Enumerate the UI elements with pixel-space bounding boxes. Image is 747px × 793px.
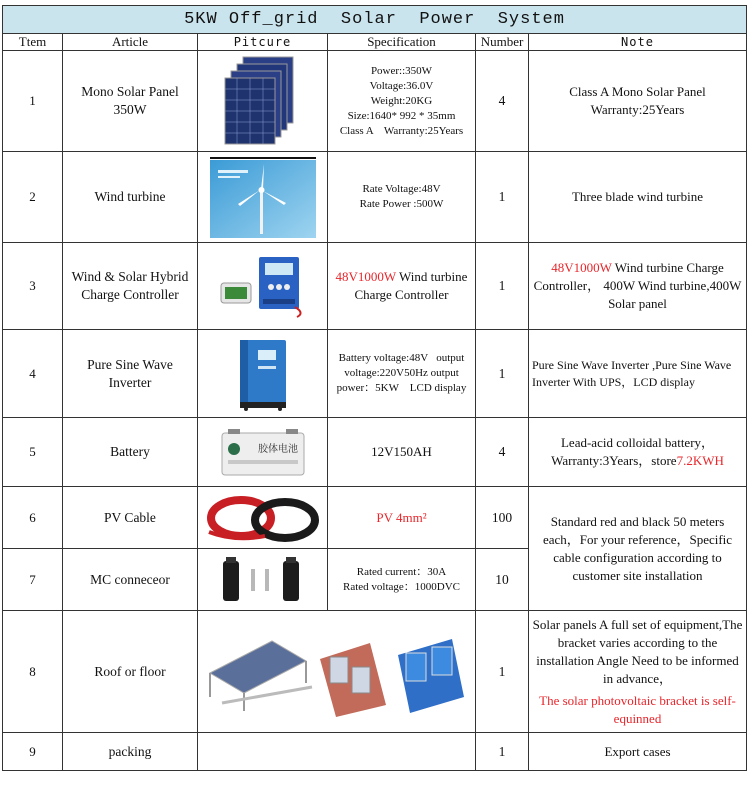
item-number: 8 (3, 611, 63, 733)
mc-connector-icon (198, 549, 328, 611)
spec-line: Rate Voltage:48V (362, 183, 441, 195)
specification (328, 51, 476, 152)
table-row (3, 51, 747, 152)
note-text: Wind turbine Charge Controller， 400W Wind turbine,400W Solar panel (533, 260, 742, 311)
item-number: 1 (3, 51, 63, 152)
table-row (3, 330, 747, 418)
quantity: 4 (476, 51, 529, 152)
specification (328, 243, 476, 330)
note-text: Lead-acid colloidal battery，Warranty:3Years，store (551, 435, 715, 468)
article-name: PV Cable (63, 487, 198, 549)
table-row (3, 611, 747, 733)
note (529, 418, 747, 487)
table-row (3, 733, 747, 771)
specification (328, 549, 476, 611)
header-specification: Specification (328, 34, 476, 51)
wind-turbine-icon (198, 152, 328, 243)
header-row (3, 34, 747, 51)
spec-line: Class A Warranty:25Years (339, 124, 464, 137)
item-number: 5 (3, 418, 63, 487)
note: Class A Mono Solar Panel Warranty:25Years (529, 51, 747, 152)
quantity: 1 (476, 733, 529, 771)
mounting-bracket-icon (198, 611, 476, 733)
spec-line: Voltage:36.0V (369, 79, 434, 92)
quantity: 1 (476, 330, 529, 418)
note (529, 611, 747, 733)
spec-line: Rated current：30A (356, 565, 447, 578)
quantity: 1 (476, 152, 529, 243)
table-title: 5KW Off_grid Solar Power System (3, 6, 747, 34)
article-name: Pure Sine Wave Inverter (63, 330, 198, 418)
header-article: Article (63, 34, 198, 51)
note: Three blade wind turbine (529, 152, 747, 243)
spec-highlight: 48V1000W (335, 269, 396, 284)
note (529, 243, 747, 330)
quantity: 1 (476, 243, 529, 330)
item-number: 3 (3, 243, 63, 330)
battery-brand-text: 胶体电池 (257, 444, 298, 455)
table-row (3, 487, 747, 549)
note-highlight: 7.2KWH (676, 453, 724, 468)
article-name: packing (63, 733, 198, 771)
spec-line: Rated voltage：1000DVC (342, 580, 460, 593)
specification: PV 4mm² (328, 487, 476, 549)
header-picture: Pitcure (198, 34, 328, 51)
battery-icon (198, 418, 328, 487)
quantity: 1 (476, 611, 529, 733)
product-table (2, 5, 747, 771)
header-number: Number (476, 34, 529, 51)
specification: Battery voltage:48V output voltage:220V50Hz output power：5KW LCD display (328, 330, 476, 418)
table-row (3, 152, 747, 243)
spec-line: Rate Power :500W (359, 198, 444, 210)
note: Standard red and black 50 meters each，For your reference，Specific cable configuration according to customer site installation (529, 487, 747, 611)
quantity: 100 (476, 487, 529, 549)
specification: 12V150AH (328, 418, 476, 487)
article-name: Mono Solar Panel 350W (63, 51, 198, 152)
spec-line: Power::350W (370, 64, 433, 77)
table-row (3, 243, 747, 330)
item-number: 7 (3, 549, 63, 611)
solar-panels-icon (198, 51, 328, 152)
item-number: 2 (3, 152, 63, 243)
header-item: Ttem (3, 34, 63, 51)
item-number: 9 (3, 733, 63, 771)
quantity: 10 (476, 549, 529, 611)
article-name: Roof or floor (63, 611, 198, 733)
article-name: Battery (63, 418, 198, 487)
article-name: Wind turbine (63, 152, 198, 243)
inverter-icon (198, 330, 328, 418)
header-note: Note (529, 34, 747, 51)
spec-text: Wind turbine Charge Controller (354, 269, 468, 302)
charge-controller-icon (198, 243, 328, 330)
item-number: 4 (3, 330, 63, 418)
item-number: 6 (3, 487, 63, 549)
table-row (3, 418, 747, 487)
article-name: MC conneceor (63, 549, 198, 611)
spec-line: Size:1640* 992 * 35mm (347, 109, 456, 122)
note: Pure Sine Wave Inverter ,Pure Sine Wave Inverter With UPS，LCD display (529, 330, 747, 418)
spec-line: Weight:20KG (370, 94, 433, 107)
article-name: Wind & Solar Hybrid Charge Controller (63, 243, 198, 330)
note-highlight: The solar photovoltaic bracket is self-equinned (539, 692, 736, 726)
quantity: 4 (476, 418, 529, 487)
specification (328, 152, 476, 243)
pv-cable-icon (198, 487, 328, 549)
empty-cell (198, 733, 476, 771)
note-highlight: 48V1000W (551, 260, 612, 275)
note-text: Solar panels A full set of equipment,The bracket varies according to the installation Angle Need to be informed in advance， (532, 616, 743, 686)
note: Export cases (529, 733, 747, 771)
